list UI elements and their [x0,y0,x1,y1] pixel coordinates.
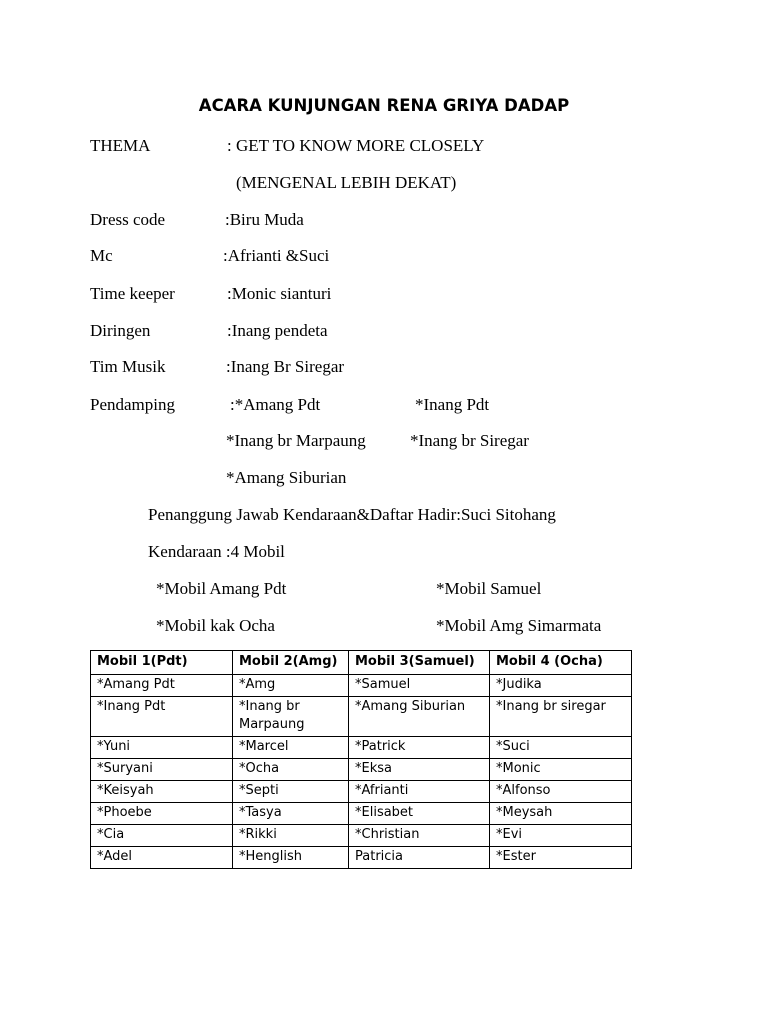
mc-value: :Afrianti &Suci [223,246,330,265]
table-row [91,781,632,803]
table-header-cell: Mobil 2(Amg) [233,651,349,675]
table-cell: Patricia [349,847,490,869]
pendamping-item: *Inang br Marpaung [226,431,366,450]
mc-label: Mc [90,246,113,265]
table-cell: *Phoebe [91,803,233,825]
table-header-row [91,651,632,675]
table-cell: *Suryani [91,759,233,781]
table-cell: *Tasya [233,803,349,825]
mobil-list-item: *Mobil Samuel [436,579,542,598]
document-title: ACARA KUNJUNGAN RENA GRIYA DADAP [198,96,570,115]
table-cell: *Afrianti [349,781,490,803]
table-cell: *Monic [490,759,632,781]
table-cell: *Amg [233,675,349,697]
pendamping-item: *Inang br Siregar [410,431,529,450]
table-cell: *Yuni [91,737,233,759]
tim-musik-value: :Inang Br Siregar [226,357,345,376]
diringen-label: Diringen [90,321,151,340]
dress-code-label: Dress code [90,210,166,229]
mobil-list-item: *Mobil kak Ocha [156,616,275,635]
pendamping-item: :*Amang Pdt [230,395,321,414]
table-cell: *Cia [91,825,233,847]
table-cell: *Meysah [490,803,632,825]
dress-code-value: :Biru Muda [225,210,304,229]
table-cell: *Henglish [233,847,349,869]
time-keeper-label: Time keeper [90,284,175,303]
tim-musik-label: Tim Musik [90,357,166,376]
pendamping-item: *Amang Siburian [226,468,347,487]
table-cell: *Amang Pdt [91,675,233,697]
table-cell: *Amang Siburian [349,697,490,737]
time-keeper-value: :Monic sianturi [227,284,332,303]
table-cell: *Alfonso [490,781,632,803]
table-header-cell: Mobil 3(Samuel) [349,651,490,675]
table-cell: *Judika [490,675,632,697]
table-cell: *Elisabet [349,803,490,825]
table-cell: *Inang br Marpaung [233,697,349,737]
table-row [91,847,632,869]
table-cell: *Samuel [349,675,490,697]
table-row [91,737,632,759]
table-cell: *Eksa [349,759,490,781]
table-cell: *Adel [91,847,233,869]
table-cell: *Suci [490,737,632,759]
table-cell: *Ester [490,847,632,869]
table-row [91,759,632,781]
table-cell: *Septi [233,781,349,803]
penanggung-jawab-line: Penanggung Jawab Kendaraan&Daftar Hadir:Suci Sitohang [148,505,556,524]
table-cell: *Rikki [233,825,349,847]
table-cell: *Patrick [349,737,490,759]
mobil-list-item: *Mobil Amang Pdt [156,579,287,598]
table-row [91,825,632,847]
table-cell: *Christian [349,825,490,847]
mobil-list-item: *Mobil Amg Simarmata [436,616,602,635]
table-row [91,697,632,737]
thema-value: : GET TO KNOW MORE CLOSELY [227,136,485,155]
table-cell: *Evi [490,825,632,847]
pendamping-label: Pendamping [90,395,175,414]
table-header-cell: Mobil 1(Pdt) [91,651,233,675]
kendaraan-line: Kendaraan :4 Mobil [148,542,285,561]
table-row [91,803,632,825]
vehicle-assignment-table [90,650,632,869]
table-cell: *Keisyah [91,781,233,803]
thema-label: THEMA [90,136,151,155]
thema-value-line2: (MENGENAL LEBIH DEKAT) [236,173,457,192]
table-cell: *Ocha [233,759,349,781]
diringen-value: :Inang pendeta [227,321,328,340]
table-cell: *Marcel [233,737,349,759]
table-cell: *Inang Pdt [91,697,233,737]
table-cell: *Inang br siregar [490,697,632,737]
table-header-cell: Mobil 4 (Ocha) [490,651,632,675]
pendamping-item: *Inang Pdt [415,395,490,414]
table-row [91,675,632,697]
